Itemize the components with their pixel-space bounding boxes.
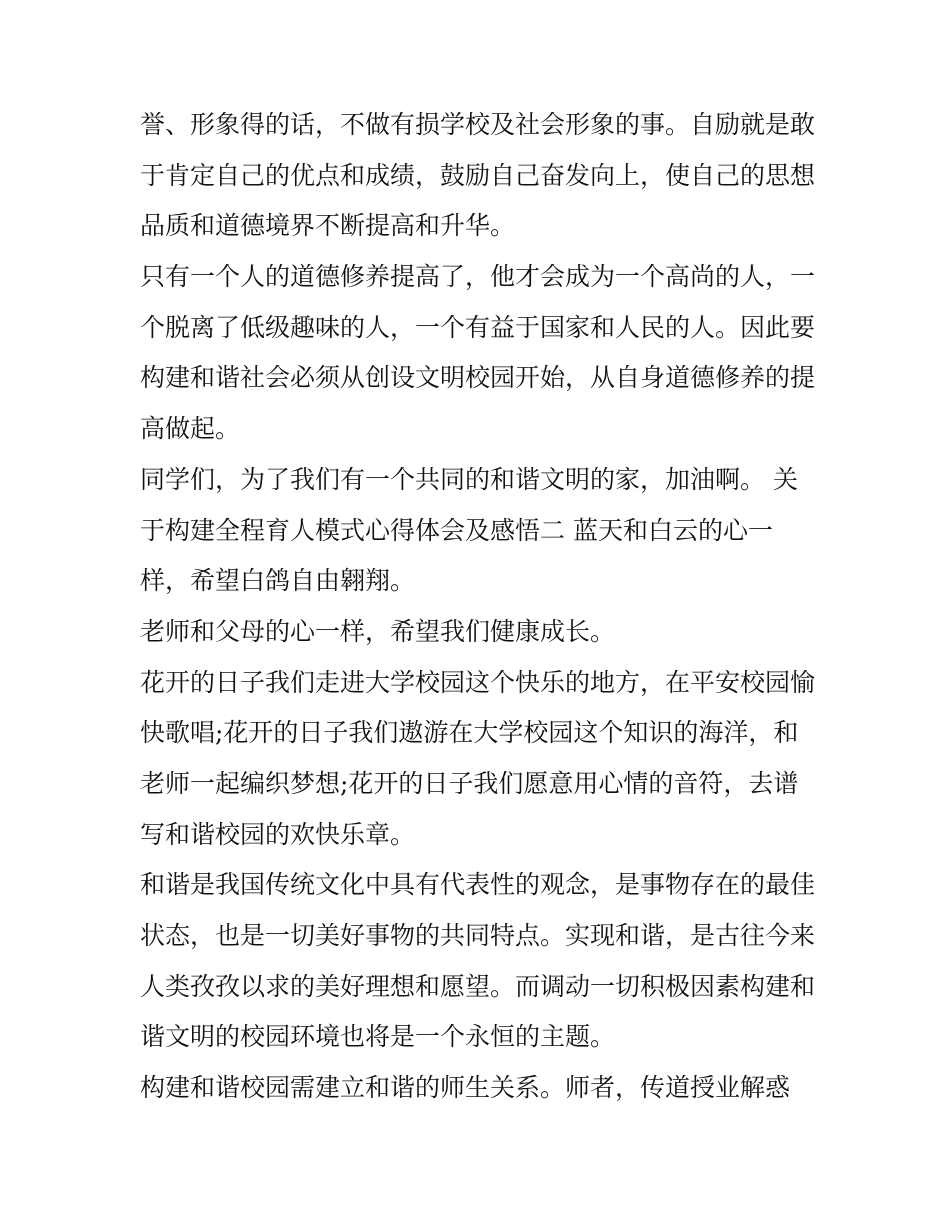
text-line: 于肯定自己的优点和成绩，鼓励自己奋发向上，使自己的思想 — [140, 160, 816, 190]
text-line: 个脱离了低级趣味的人，一个有益于国家和人民的人。因此要 — [140, 312, 816, 342]
text-line: 于构建全程育人模式心得体会及感悟二 蓝天和白云的心一 — [140, 515, 773, 545]
paragraph-2 — [140, 252, 820, 455]
text-line: 样，希望白鸽自由翱翔。 — [140, 566, 416, 596]
paragraph-6 — [140, 860, 820, 1063]
text-line: 花开的日子我们走进大学校园这个快乐的地方，在平安校园愉 — [140, 667, 816, 697]
paragraph-3 — [140, 455, 820, 607]
text-line: 品质和道德境界不断提高和升华。 — [140, 211, 516, 241]
paragraph-7 — [140, 1063, 820, 1114]
paragraph-1 — [140, 100, 820, 252]
text-line: 高做起。 — [140, 414, 241, 444]
text-line: 只有一个人的道德修养提高了，他才会成为一个高尚的人，一 — [140, 262, 816, 292]
text-line: 状态，也是一切美好事物的共同特点。实现和谐，是古往今来 — [140, 921, 816, 950]
text-line: 人类孜孜以求的美好理想和愿望。而调动一切积极因素构建和 — [140, 971, 816, 1001]
paragraph-5 — [140, 658, 820, 861]
text-line: 老师和父母的心一样，希望我们健康成长。 — [140, 616, 616, 646]
text-line: 同学们，为了我们有一个共同的和谐文明的家，加油啊。 关 — [140, 464, 798, 494]
text-line: 老师一起编织梦想;花开的日子我们愿意用心情的音符，去谱 — [140, 768, 799, 798]
text-line: 谐文明的校园环境也将是一个永恒的主题。 — [140, 1022, 616, 1052]
document-body — [140, 100, 820, 1114]
text-line: 构建和谐社会必须从创设文明校园开始，从自身道德修养的提 — [140, 363, 816, 393]
paragraph-4 — [140, 607, 820, 658]
text-line: 构建和谐校园需建立和谐的师生关系。师者，传道授业解惑 — [140, 1073, 791, 1103]
text-line: 誉、形象得的话，不做有损学校及社会形象的事。自励就是敢 — [140, 110, 816, 139]
text-line: 快歌唱;花开的日子我们遨游在大学校园这个知识的海洋，和 — [140, 718, 799, 748]
text-line: 和谐是我国传统文化中具有代表性的观念，是事物存在的最佳 — [140, 870, 816, 900]
text-line: 写和谐校园的欢快乐章。 — [140, 819, 416, 849]
